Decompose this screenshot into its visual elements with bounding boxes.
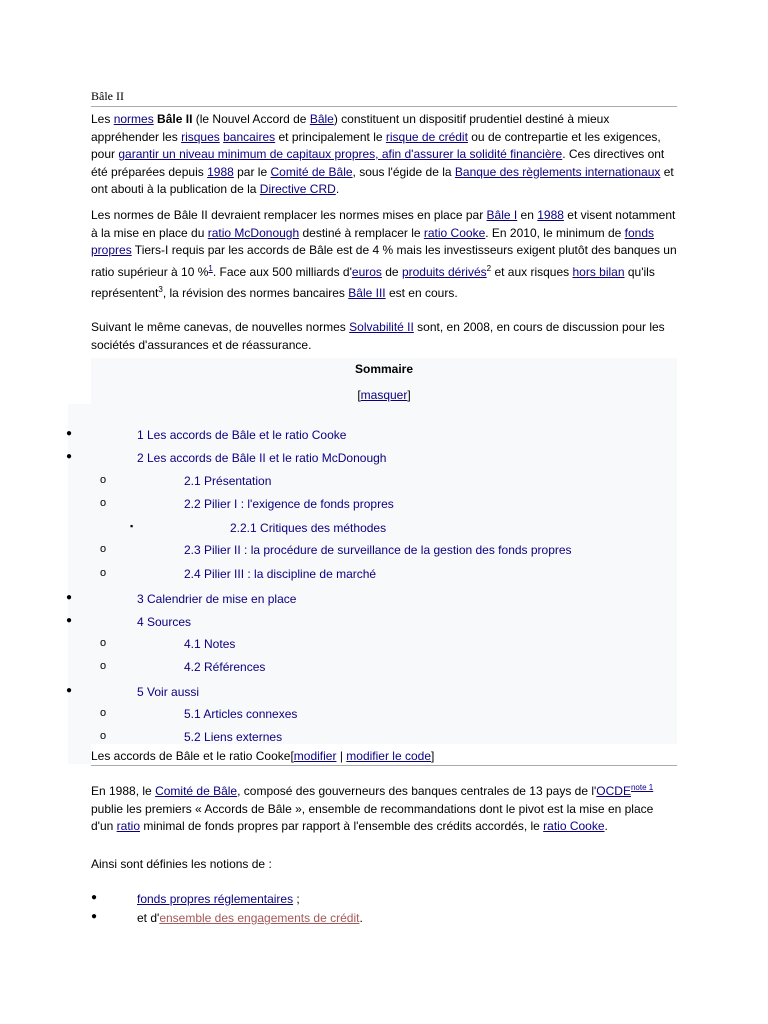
link-ratio[interactable]: ratio xyxy=(116,819,140,833)
toc-item[interactable]: o 5.2 Liens externes xyxy=(100,730,283,744)
link-ratio-mcdonough[interactable]: ratio McDonough xyxy=(207,225,300,240)
link-ratio-cooke[interactable]: ratio Cooke xyxy=(423,225,486,240)
link-hors-bilan[interactable]: hors bilan xyxy=(572,264,625,279)
circle-bullet-icon: o xyxy=(100,497,107,509)
disc-bullet-icon: ● xyxy=(66,592,73,603)
toc-hide-link[interactable]: masquer xyxy=(360,388,408,402)
toc-item[interactable]: ▪ 2.2.1 Critiques des méthodes xyxy=(130,521,387,535)
circle-bullet-icon: o xyxy=(100,474,107,486)
link-bri[interactable]: Banque des règlements internationaux xyxy=(454,164,661,179)
ref-2[interactable]: 2 xyxy=(486,263,492,273)
link-risque-credit[interactable]: risque de crédit xyxy=(385,129,468,144)
section-heading: Les accords de Bâle et le ratio Cooke[modifier | modifier le code] xyxy=(91,749,677,766)
toc-item[interactable]: o 4.2 Références xyxy=(100,660,266,674)
link-fonds-propres-reg[interactable]: fonds propres réglementaires xyxy=(137,892,294,906)
link-comite-bale-b[interactable]: Comité de Bâle xyxy=(155,784,238,798)
disc-bullet-icon: ● xyxy=(66,428,73,439)
ref-3[interactable]: 3 xyxy=(158,285,163,294)
circle-bullet-icon: o xyxy=(100,637,107,649)
toc-item[interactable]: o 2.2 Pilier I : l'exigence de fonds propres xyxy=(100,497,394,511)
link-solvabilite-2[interactable]: Solvabilité II xyxy=(349,320,414,334)
edit-code-link[interactable]: modifier le code xyxy=(346,749,431,763)
link-fonds-propres[interactable]: fonds propres xyxy=(91,225,655,257)
toc-item[interactable]: o 2.4 Pilier III : la discipline de marché xyxy=(100,567,377,581)
link-normes[interactable]: normes xyxy=(113,112,154,126)
link-bale-3[interactable]: Bâle III xyxy=(348,286,386,300)
circle-bullet-icon: o xyxy=(100,660,107,672)
link-1988[interactable]: 1988 xyxy=(207,164,234,179)
link-1988-b[interactable]: 1988 xyxy=(537,208,564,222)
intro-paragraph: Les normes Bâle II (le Nouvel Accord de Bâle) constituent un dispositif prudentiel destiné à mieux appréhender les risques bancaires et principalement le risque de crédit ou de contrepartie et les exigences, pour garantir un niveau minimum de capitaux propres, afin d'assurer la solidité financière. Ces directives ont été préparées depuis 1988 par le Comité de Bâle, sous l'égide de la Banque des règlements internationaux et ont abouti à la publication de la Directive CRD. xyxy=(91,112,674,196)
disc-bullet-icon: ● xyxy=(66,685,73,696)
circle-bullet-icon: o xyxy=(100,567,107,579)
link-bancaires[interactable]: bancaires xyxy=(223,129,276,144)
toc-item[interactable]: o 2.3 Pilier II : la procédure de surveillance de la gestion des fonds propres xyxy=(100,543,572,557)
ref-1[interactable]: 1 xyxy=(208,263,213,273)
toc-item[interactable]: ● 3 Calendrier de mise en place xyxy=(66,592,297,606)
toc-item[interactable]: o 2.1 Présentation xyxy=(100,474,272,488)
toc-title: Sommaire xyxy=(354,362,414,376)
disc-bullet-icon: ● xyxy=(66,451,73,462)
disc-bullet-icon: ● xyxy=(91,892,98,903)
circle-bullet-icon: o xyxy=(100,543,107,555)
toc-toggle: [masquer] xyxy=(357,388,411,402)
link-euros[interactable]: euros xyxy=(351,264,382,279)
link-ocde[interactable]: OCDE xyxy=(596,784,631,798)
third-paragraph: Suivant le même canevas, de nouvelles normes Solvabilité II sont, en 2008, en cours de discussion pour les sociétés d'assurances et de réassurance. xyxy=(91,320,665,352)
edit-link[interactable]: modifier xyxy=(293,749,337,763)
fifth-paragraph: Ainsi sont définies les notions de : xyxy=(91,857,272,871)
circle-bullet-icon: o xyxy=(100,730,107,742)
page-title: Bâle II xyxy=(91,89,677,107)
link-risques[interactable]: risques xyxy=(181,129,220,144)
disc-bullet-icon: ● xyxy=(91,911,98,922)
note-ref[interactable]: note 1 xyxy=(630,783,654,792)
link-garantir[interactable]: garantir un niveau minimum de capitaux propres, afin d'assurer la solidité financière xyxy=(118,147,563,161)
toc-item[interactable]: ● 2 Les accords de Bâle II et le ratio McDonough xyxy=(66,451,387,465)
toc-item[interactable]: ● 1 Les accords de Bâle et le ratio Cooke xyxy=(66,428,347,442)
link-directive-crd[interactable]: Directive CRD xyxy=(259,182,336,196)
square-bullet-icon: ▪ xyxy=(130,521,134,531)
link-bale[interactable]: Bâle xyxy=(309,112,334,126)
toc-item[interactable]: ● 4 Sources xyxy=(66,615,192,629)
toc-item[interactable]: o 4.1 Notes xyxy=(100,637,236,651)
circle-bullet-icon: o xyxy=(100,707,107,719)
link-produits-derives[interactable]: produits dérivés xyxy=(401,264,487,279)
toc-item[interactable]: ● 5 Voir aussi xyxy=(66,685,200,699)
fourth-paragraph: En 1988, le Comité de Bâle, composé des gouverneurs des banques centrales de 13 pays de $l'OCDE^{note 1}$ publie les premiers « Accords de Bâle », ensemble de recommandations dont le pivot est la mise en place d'un ratio minimal de fonds propres par rapport à l'ensemble des crédits accordés, le ratio Cooke. xyxy=(91,783,654,833)
link-ratio-cooke-b[interactable]: ratio Cooke xyxy=(543,819,605,833)
link-comite-bale[interactable]: Comité de Bâle xyxy=(270,164,353,179)
second-paragraph: Les normes de Bâle II devraient remplacer les normes mises en place par Bâle I en 1988 et visent notamment à la mise en place du ratio McDonough destiné à remplacer le ratio Cooke. En 2010, le minimum de fonds propres Tiers-I requis par les accords de Bâle est de 4 % mais les investisseurs exigent plutôt des banques un ratio supérieur à 10 %$^1$. Face aux 500 milliards d'euros de produits dérivés$^2$ et aux risques hors bilan qu'ils représentent$^3$, la révision des normes bancaires Bâle III est en cours. xyxy=(91,208,677,300)
disc-bullet-icon: ● xyxy=(66,615,73,626)
toc-item[interactable]: o 5.1 Articles connexes xyxy=(100,707,298,721)
link-bale-1[interactable]: Bâle I xyxy=(486,208,518,222)
link-engagements-credit[interactable]: ensemble des engagements de crédit xyxy=(159,911,360,925)
